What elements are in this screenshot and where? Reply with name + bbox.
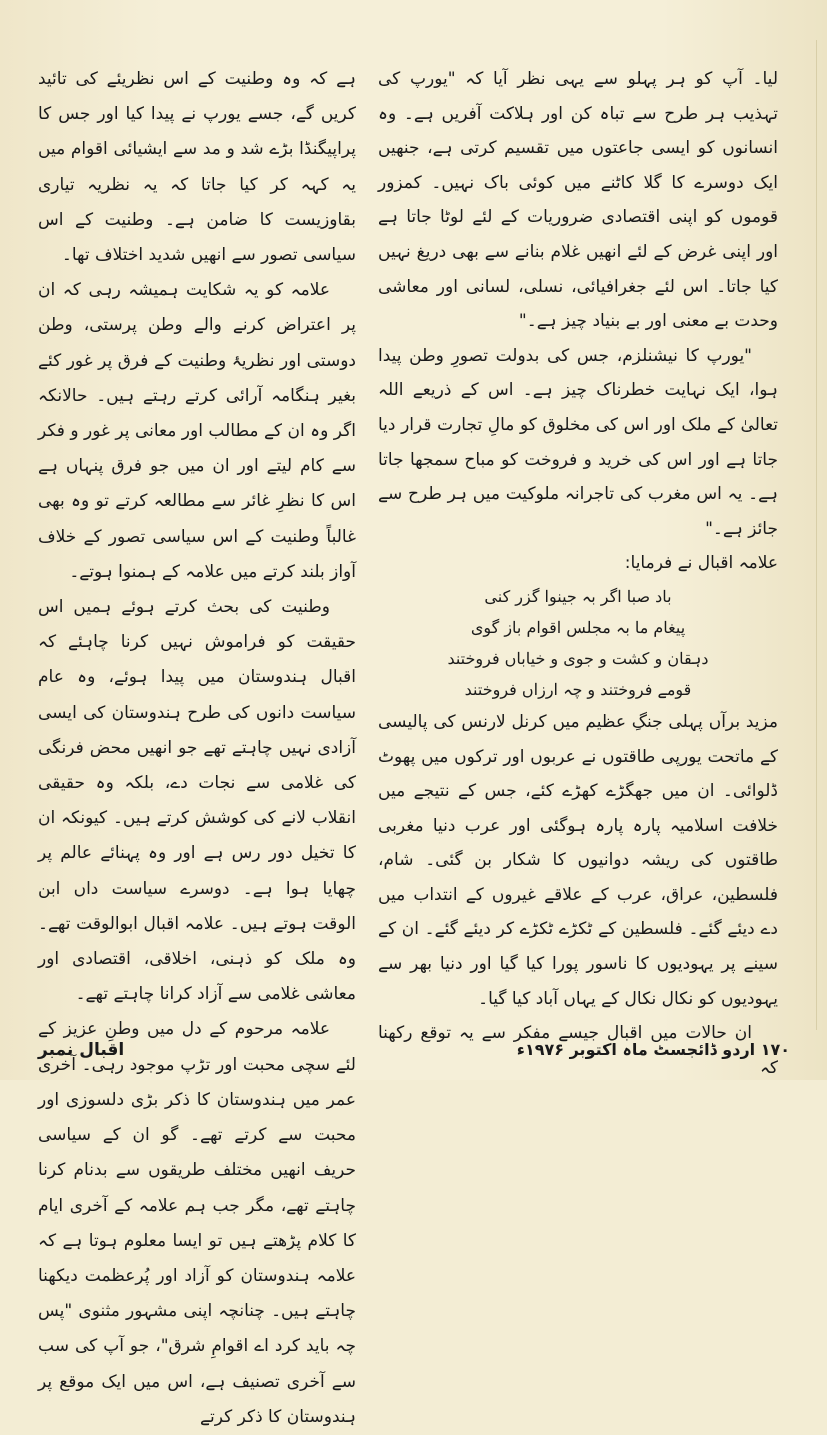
issue-label: اقبال نمبر: [38, 1040, 125, 1060]
verse-line: پیغام ما بہ مجلس اقوام باز گوی: [470, 617, 686, 637]
verse-line: دہقان و کشت و جوی و خیاباں فروختند: [447, 648, 709, 668]
paragraph: ہے کہ وہ وطنیت کے اس نظریئے کی تائید کریں گے، جسے یورپ نے پیدا کیا اور جس کا پراپیگنڈا بڑے شد و مد سے ایشیائی اقوام میں یہ کہہ کر کیا جاتا کہ یہ نظریہ تیاری بقاوزیست کا ضامن ہے۔ وطنیت کے اس سیاسی تصور سے انھیں شدید اختلاف تھا۔: [38, 69, 356, 266]
paragraph: ان حالات میں اقبال جیسے مفکر سے یہ توقع رکھنا کہ: [378, 1023, 778, 1078]
paragraph: علامہ مرحوم کے دل میں وطنِ عزیز کے لئے سچی محبت اور تڑپ موجود رہی۔ آخری عمر میں ہندوستان کا ذکر بڑی دلسوزی اور محبت سے کرتے تھے۔ گو ان کے سیاسی حریف انھیں مختلف طریقوں سے بدنام کرنا چاہتے تھے، مگر جب ہم علامہ کے آخری ایام کا کلام پڑھتے ہیں تو ایسا معلوم ہوتا ہے کہ علامہ ہندوستان کو آزاد اور پُرعظمت دیکھنا چاہتے ہیں۔ چنانچہ اپنی مشہور مثنوی "پس چہ باید کرد اے اقوامِ شرق"، جو آپ کی سب سے آخری تصنیف ہے، اس میں ایک موقع پر ہندوستان کا ذکر کرتے: [38, 1019, 356, 1427]
paragraph: علامہ کو یہ شکایت ہمیشہ رہی کہ ان پر اعتراض کرنے والے وطن پرستی، وطن دوستی اور نظریۂ وطنیت کے فرق پر غور کئے بغیر ہنگامہ آرائی کرتے رہتے ہیں۔ حالانکہ اگر وہ ان کے مطالب اور معانی پر غور و فکر سے کام لیتے اور ان میں جو فرق پنہاں ہے اس کا نظرِ غائر سے مطالعہ کرتے تو وہ بھی غالباً وطنیت کے اس سیاسی تصور کے خلاف آواز بلند کرتے میں علامہ کے ہمنوا ہوتے۔: [38, 280, 356, 582]
verse-line: باد صبا اگر بہ جینوا گزر کنی: [484, 586, 672, 606]
paragraph: مزید برآں پہلی جنگِ عظیم میں کرنل لارنس کی پالیسی کے ماتحت یورپی طاقتوں نے عربوں اور ترکوں میں پھوٹ ڈلوائی۔ ان میں جھگڑے کھڑے کئے، جس کے نتیجے میں خلافت اسلامیہ پارہ پارہ ہوگئی اور عرب دنیا مغربی طاقتوں کی ریشہ دوانیوں کا شکار بن گئی۔ شام، فلسطین، عراق، عرب کے علاقے غیروں کے انتداب میں دے دیئے گئے۔ فلسطین کے ٹکڑے ٹکڑے کر دیئے گئے۔ ان کے سینے پر یہودیوں کا ناسور پورا کیا گیا اور دنیا بھر سے یہودیوں کو نکال نکال کے یہاں آباد کیا گیا۔: [378, 711, 778, 1009]
paragraph: لیا۔ آپ کو ہر پہلو سے یہی نظر آیا کہ "یورپ کی تہذیب ہر طرح سے تباہ کن اور ہلاکت آفریں ہے۔ وہ انسانوں کو ایسی جاعتوں میں تقسیم کرتی ہے، جنھیں ایک دوسرے کا گلا کاٹنے میں کوئی باک نہیں۔ کمزور قوموں کو اپنی اقتصادی ضروریات کے لئے لوٹا جاتا ہے اور اپنی غرض کے لئے انھیں غلام بنانے سے بھی دریغ نہیں کیا جاتا۔ اس لئے جغرافیائی، نسلی، لسانی اور معاشی وحدت بے معنی اور بے بنیاد چیز ہے۔": [378, 69, 778, 332]
verse-line: قومے فروختند و چہ ارزاں فروختند: [464, 679, 692, 699]
paragraph: علامہ اقبال نے فرمایا:: [624, 553, 778, 574]
page-edge-shadow: [810, 40, 817, 1030]
left-text-column: [38, 62, 356, 1435]
paragraph: وطنیت کی بحث کرتے ہوئے ہمیں اس حقیقت کو فراموش نہیں کرنا چاہئے کہ اقبال ہندوستان میں پیدا ہوئے، وہ عام سیاست دانوں کی طرح ہندوستان کی ایسی آزادی نہیں چاہتے تھے جو انھیں محض فرنگی کی غلامی سے نجات دے، بلکہ وہ حقیقی انقلاب لانے کی کوشش کرتے ہیں۔ کیونکہ ان کا تخیل دور رس ہے اور وہ پہنائے عالم پر چھایا ہوا ہے۔ دوسرے سیاست داں ابن الوقت ہوتے ہیں۔ علامہ اقبال ابوالوقت تھے۔ وہ ملک کو ذہنی، اخلاقی، اقتصادی اور معاشی غلامی سے آزاد کرانا چاہتے تھے۔: [38, 597, 356, 1005]
page-footer-info: ۱۷۰ اردو ڈائجسٹ ماہ اکتوبر ۱۹۷۶ء: [516, 1040, 790, 1059]
persian-verse-block: [378, 581, 778, 705]
right-text-column: [378, 62, 778, 1085]
paragraph: "یورپ کا نیشنلزم، جس کی بدولت تصورِ وطن پیدا ہوا، ایک نہایت خطرناک چیز ہے۔ اس کے ذریعے اللہ تعالیٰ کے ملک اور اس کی مخلوق کو مالِ تجارت قرار دیا جاتا ہے اور اس کی خرید و فروخت کو مباح سمجھا جاتا ہے۔ یہ اس مغرب کی تاجرانہ ملوکیت میں ہر طرح سے جائز ہے۔": [378, 345, 778, 539]
